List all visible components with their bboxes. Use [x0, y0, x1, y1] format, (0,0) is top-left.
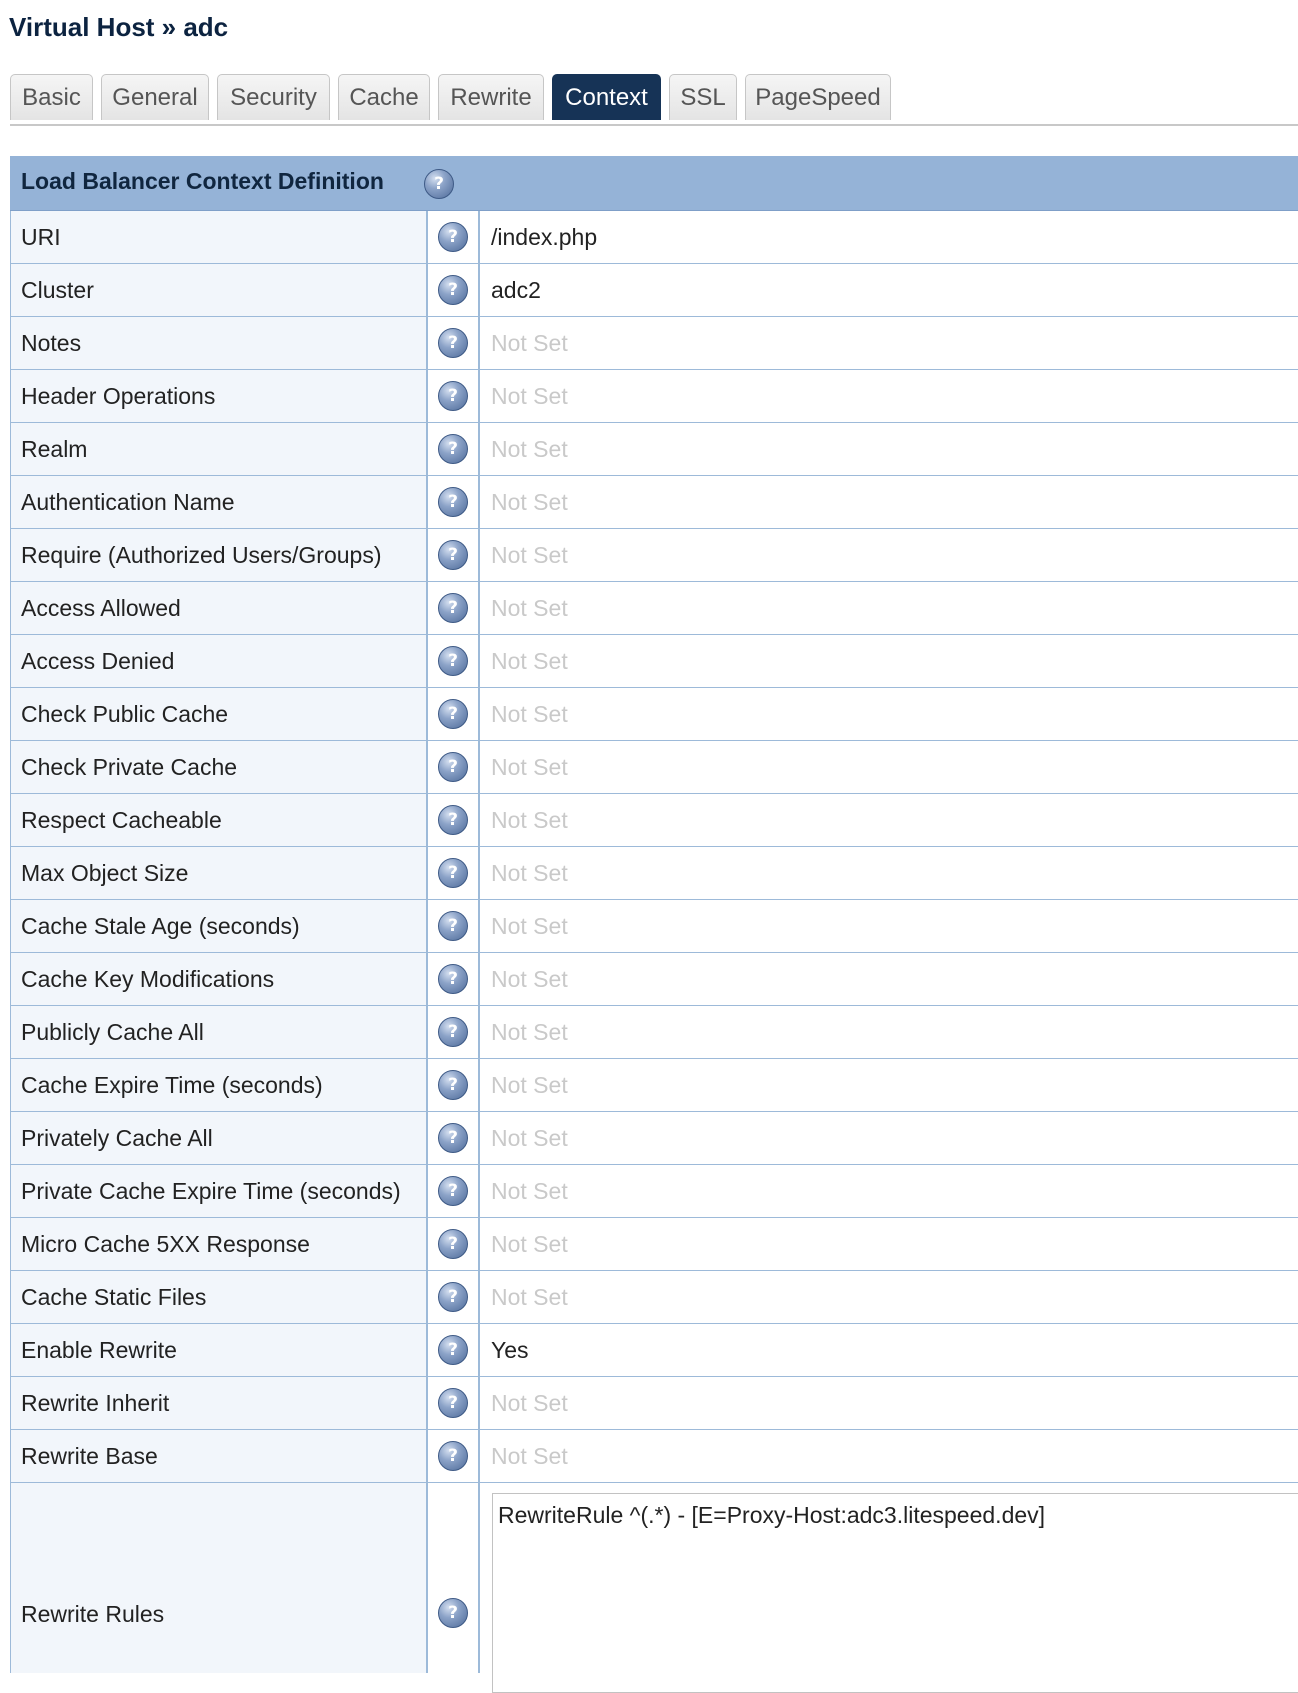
tab-context[interactable]: Context [552, 74, 661, 120]
row-value: Not Set [491, 913, 568, 939]
settings-row-cache-expire-time-seconds [10, 1059, 1298, 1112]
help-icon[interactable]: ? [438, 911, 468, 941]
label-cell [10, 582, 428, 634]
label-cell [10, 1006, 428, 1058]
row-value: Not Set [491, 436, 568, 462]
settings-row-access-allowed [10, 582, 1298, 635]
label-cell [10, 529, 428, 581]
panel-title: Load Balancer Context Definition [21, 168, 384, 194]
row-value: Yes [491, 1337, 529, 1363]
settings-row-private-cache-expire-time-seconds [10, 1165, 1298, 1218]
help-cell [428, 370, 480, 422]
help-cell [428, 476, 480, 528]
settings-row-respect-cacheable [10, 794, 1298, 847]
row-label: Max Object Size [21, 860, 189, 886]
help-cell [428, 1059, 480, 1111]
help-icon[interactable]: ? [438, 752, 468, 782]
label-cell [10, 741, 428, 793]
settings-row-notes [10, 317, 1298, 370]
label-cell [10, 476, 428, 528]
help-cell [428, 317, 480, 369]
help-icon[interactable]: ? [438, 1598, 468, 1628]
row-label: Rewrite Inherit [21, 1390, 170, 1416]
settings-row-enable-rewrite [10, 1324, 1298, 1377]
help-icon[interactable]: ? [438, 1229, 468, 1259]
label-cell [10, 1430, 428, 1482]
settings-row-require-authorized-users-groups [10, 529, 1298, 582]
settings-table [10, 211, 1298, 1483]
row-label: Rewrite Rules [21, 1601, 165, 1627]
row-label: Require (Authorized Users/Groups) [21, 542, 382, 568]
row-value: Not Set [491, 1284, 568, 1310]
settings-row-micro-cache-5xx-response [10, 1218, 1298, 1271]
help-icon[interactable]: ? [438, 1388, 468, 1418]
row-value: Not Set [491, 1178, 568, 1204]
row-label: Access Denied [21, 648, 175, 674]
settings-row-privately-cache-all [10, 1112, 1298, 1165]
tab-ssl[interactable]: SSL [669, 74, 737, 120]
help-cell [428, 582, 480, 634]
label-cell [10, 1218, 428, 1270]
row-value: Not Set [491, 489, 568, 515]
label-cell [10, 1165, 428, 1217]
label-cell [10, 423, 428, 475]
row-value: Not Set [491, 1125, 568, 1151]
row-label: Cache Static Files [21, 1284, 207, 1310]
help-icon[interactable]: ? [438, 1282, 468, 1312]
label-cell [10, 264, 428, 316]
help-cell [428, 794, 480, 846]
help-icon[interactable]: ? [438, 381, 468, 411]
rewrite-rules-textarea[interactable]: RewriteRule ^(.*) - [E=Proxy-Host:adc3.litespeed.dev] [492, 1493, 1298, 1693]
row-label: Cluster [21, 277, 94, 303]
row-label: Authentication Name [21, 489, 235, 515]
label-cell [10, 900, 428, 952]
label-cell [10, 1483, 428, 1673]
label-cell [10, 794, 428, 846]
panel-header [10, 156, 1298, 211]
settings-row-uri [10, 211, 1298, 264]
label-cell [10, 953, 428, 1005]
row-label: Check Private Cache [21, 754, 238, 780]
settings-row-cache-key-modifications [10, 953, 1298, 1006]
help-cell [428, 1112, 480, 1164]
row-value: Not Set [491, 648, 568, 674]
row-label: Publicly Cache All [21, 1019, 204, 1045]
label-cell [10, 688, 428, 740]
row-label: Realm [21, 436, 88, 462]
label-cell [10, 847, 428, 899]
tab-basic[interactable]: Basic [10, 74, 93, 120]
help-icon[interactable]: ? [438, 487, 468, 517]
settings-row-rewrite-inherit [10, 1377, 1298, 1430]
help-icon[interactable]: ? [438, 699, 468, 729]
page-title: Virtual Host » adc [9, 12, 229, 42]
help-icon[interactable]: ? [438, 1017, 468, 1047]
row-label: Header Operations [21, 383, 216, 409]
label-cell [10, 635, 428, 687]
row-label: Rewrite Base [21, 1443, 158, 1469]
help-cell [428, 741, 480, 793]
row-value: adc2 [491, 277, 541, 303]
row-value: Not Set [491, 542, 568, 568]
row-value: Not Set [491, 1231, 568, 1257]
row-value: Not Set [491, 701, 568, 727]
row-value: Not Set [491, 1443, 568, 1469]
settings-row-cache-stale-age-seconds [10, 900, 1298, 953]
row-label: Access Allowed [21, 595, 181, 621]
row-label: Check Public Cache [21, 701, 229, 727]
help-cell [428, 1218, 480, 1270]
help-icon[interactable]: ? [438, 540, 468, 570]
help-cell [428, 953, 480, 1005]
help-cell [428, 688, 480, 740]
row-label: Notes [21, 330, 82, 356]
help-icon[interactable]: ? [438, 1335, 468, 1365]
settings-row-header-operations [10, 370, 1298, 423]
row-label: Private Cache Expire Time (seconds) [21, 1178, 401, 1204]
row-label: Micro Cache 5XX Response [21, 1231, 310, 1257]
tab-rewrite[interactable]: Rewrite [438, 74, 544, 120]
help-cell [428, 1324, 480, 1376]
label-cell [10, 1377, 428, 1429]
settings-row-check-private-cache [10, 741, 1298, 794]
row-value: Not Set [491, 595, 568, 621]
tab-bar [10, 74, 1298, 126]
label-cell [10, 211, 428, 263]
row-value: Not Set [491, 330, 568, 356]
row-label: Privately Cache All [21, 1125, 213, 1151]
row-label: URI [21, 224, 61, 250]
help-icon[interactable]: ? [438, 1070, 468, 1100]
help-icon[interactable]: ? [438, 805, 468, 835]
help-cell [428, 1430, 480, 1482]
row-value: Not Set [491, 1019, 568, 1045]
row-value: Not Set [491, 807, 568, 833]
row-value: Not Set [491, 1072, 568, 1098]
help-icon[interactable]: ? [438, 858, 468, 888]
help-cell [428, 900, 480, 952]
tab-cache[interactable]: Cache [338, 74, 430, 120]
help-cell [428, 264, 480, 316]
row-label: Enable Rewrite [21, 1337, 177, 1363]
settings-row-publicly-cache-all [10, 1006, 1298, 1059]
help-cell [428, 1271, 480, 1323]
help-icon[interactable]: ? [438, 1441, 468, 1471]
help-icon[interactable]: ? [438, 593, 468, 623]
settings-row-cache-static-files [10, 1271, 1298, 1324]
row-value: /index.php [491, 224, 598, 250]
settings-row-check-public-cache [10, 688, 1298, 741]
help-cell [428, 211, 480, 263]
help-cell [428, 1377, 480, 1429]
help-icon[interactable]: ? [438, 646, 468, 676]
help-icon[interactable]: ? [438, 222, 468, 252]
help-cell [428, 1006, 480, 1058]
label-cell [10, 370, 428, 422]
label-cell [10, 317, 428, 369]
help-cell [428, 1483, 480, 1673]
help-cell [428, 1165, 480, 1217]
help-icon[interactable]: ? [438, 1123, 468, 1153]
settings-row-authentication-name [10, 476, 1298, 529]
label-cell [10, 1271, 428, 1323]
row-value: Not Set [491, 754, 568, 780]
row-label: Respect Cacheable [21, 807, 222, 833]
row-value: Not Set [491, 1390, 568, 1416]
settings-row-realm [10, 423, 1298, 476]
label-cell [10, 1059, 428, 1111]
row-value: Not Set [491, 966, 568, 992]
tab-pagespeed[interactable]: PageSpeed [745, 74, 891, 120]
help-cell [428, 529, 480, 581]
row-label: Cache Expire Time (seconds) [21, 1072, 323, 1098]
settings-row-rewrite-base [10, 1430, 1298, 1483]
settings-row-access-denied [10, 635, 1298, 688]
row-value: Not Set [491, 860, 568, 886]
row-label: Cache Key Modifications [21, 966, 275, 992]
settings-row-cluster [10, 264, 1298, 317]
help-cell [428, 847, 480, 899]
help-icon[interactable]: ? [438, 275, 468, 305]
help-icon[interactable]: ? [424, 169, 454, 199]
help-icon[interactable]: ? [438, 328, 468, 358]
help-icon[interactable]: ? [438, 1176, 468, 1206]
help-icon[interactable]: ? [438, 964, 468, 994]
help-cell [428, 635, 480, 687]
help-icon[interactable]: ? [438, 434, 468, 464]
row-label: Cache Stale Age (seconds) [21, 913, 300, 939]
tab-general[interactable]: General [101, 74, 209, 120]
label-cell [10, 1324, 428, 1376]
context-definition-panel [10, 156, 1298, 1673]
row-value: Not Set [491, 383, 568, 409]
settings-row-rewrite-rules [10, 1483, 1298, 1673]
label-cell [10, 1112, 428, 1164]
help-cell [428, 423, 480, 475]
tab-security[interactable]: Security [217, 74, 330, 120]
settings-row-max-object-size [10, 847, 1298, 900]
